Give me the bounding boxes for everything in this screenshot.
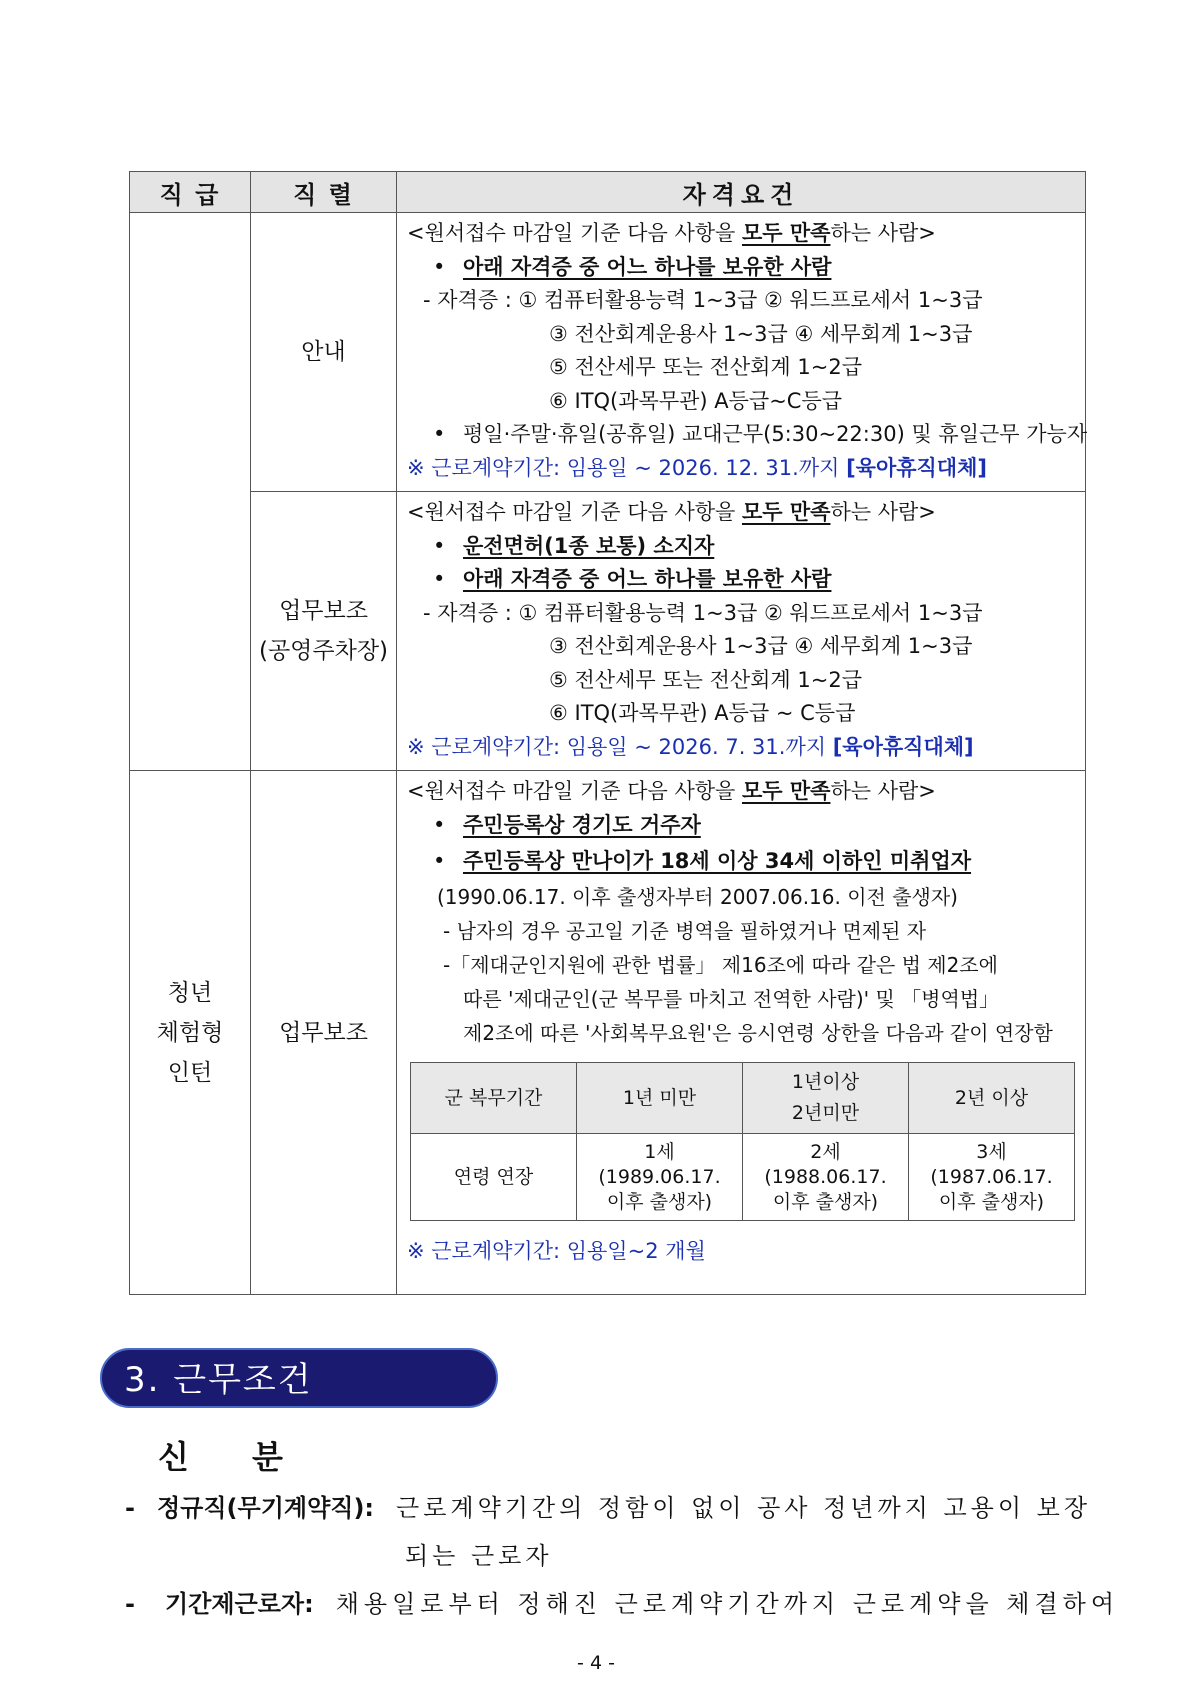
certificate-line: ⑥ ITQ(과목무관) A등급~C등급 [549, 388, 843, 413]
certificate-line: ③ 전산회계운용사 1~3급 ④ 세무회계 1~3급 [549, 634, 973, 658]
requirement-item: • 주민등록상 만나이가 18세 이상 34세 이하인 미취업자 [433, 849, 972, 873]
table-row [130, 213, 1086, 492]
series-sublabel: (공영주차장) [258, 638, 389, 664]
series-cell [251, 492, 397, 771]
table-cell: 1년 미만 [577, 1063, 743, 1134]
header-rank: 직 급 [130, 172, 251, 213]
series-cell [251, 213, 397, 492]
page-number: - 4 - [577, 1652, 615, 1674]
table-row [130, 492, 1086, 771]
certificate-line: ⑤ 전산세무 또는 전산회계 1~2급 [549, 355, 862, 379]
table-cell: 1세 (1989.06.17. 이후 출생자) [577, 1134, 743, 1221]
criteria-intro: <원서접수 마감일 기준 다음 사항을 모두 만족하는 사람> [407, 221, 936, 245]
military-note: 제2조에 따른 '사회복무요원'은 응시연령 상한을 다음과 같이 연장함 [463, 1021, 1053, 1045]
term-permanent: 정규직(무기계약직): [157, 1494, 375, 1522]
header-series: 직 렬 [251, 172, 397, 213]
series-label: 업무보조 [279, 1019, 368, 1046]
term-fixed-term: 기간제근로자: [165, 1590, 314, 1618]
military-note: -「제대군인지원에 관한 법률」 제16조에 따라 같은 법 제2조에 [443, 953, 998, 977]
table-cell: 군 복무기간 [411, 1063, 577, 1134]
table-row [411, 1134, 1075, 1221]
rank-cell-blank [130, 213, 251, 771]
requirement-item: • 운전면허(1종 보통) 소지자 [433, 533, 715, 558]
contract-period-note: ※ 근로계약기간: 임용일 ~ 2026. 12. 31.까지 [육아휴직대체] [407, 455, 987, 480]
requirements-cell [397, 492, 1086, 771]
military-note: 따른 '제대군인(군 복무를 마치고 전역한 사람)' 및 「병역법」 [463, 987, 1000, 1011]
rank-label: 인턴 [167, 1059, 213, 1086]
age-extension-table [410, 1062, 1075, 1221]
criteria-intro: <원서접수 마감일 기준 다음 사항을 모두 만족하는 사람> [407, 500, 936, 524]
subsection-title: 신 분 [158, 1438, 309, 1476]
requirement-item: • 아래 자격증 중 어느 하나를 보유한 사람 [433, 254, 832, 279]
table-header-row [130, 172, 1086, 213]
requirement-item: • 주민등록상 경기도 거주자 [433, 812, 701, 837]
certificate-line: - 자격증 : ① 컴퓨터활용능력 1~3급 ② 워드프로세서 1~3급 [423, 600, 983, 625]
rank-cell [130, 771, 251, 1295]
table-cell: 2년 이상 [909, 1063, 1075, 1134]
certificate-line: - 자격증 : ① 컴퓨터활용능력 1~3급 ② 워드프로세서 1~3급 [423, 288, 983, 312]
requirement-item: • 아래 자격증 중 어느 하나를 보유한 사람 [433, 567, 832, 591]
paragraph-fixed-term: - 기간제근로자: 채용일로부터 정해진 근로계약기간까지 근로계약을 체결하여 [125, 1590, 1120, 1618]
rank-label: 체험형 [156, 1019, 224, 1046]
contract-period-note: ※ 근로계약기간: 임용일 ~ 2026. 7. 31.까지 [육아휴직대체] [407, 734, 974, 759]
certificate-line: ③ 전산회계운용사 1~3급 ④ 세무회계 1~3급 [549, 321, 973, 346]
contract-period-note: ※ 근로계약기간: 임용일~2 개월 [407, 1239, 706, 1263]
table-cell: 1년이상 2년미만 [743, 1063, 909, 1134]
military-note: - 남자의 경우 공고일 기준 병역을 필하였거나 면제된 자 [443, 919, 927, 943]
table-cell: 연령 연장 [411, 1134, 577, 1221]
criteria-intro: <원서접수 마감일 기준 다음 사항을 모두 만족하는 사람> [407, 779, 936, 803]
table-cell: 2세 (1988.06.17. 이후 출생자) [743, 1134, 909, 1221]
requirements-table [129, 171, 1086, 1295]
series-label: 업무보조 [279, 598, 368, 624]
series-label: 안내 [301, 339, 346, 365]
paragraph-permanent: - 정규직(무기계약직): 근로계약기간의 정함이 없이 공사 정년까지 고용이 보장 되는 근로자 [125, 1494, 1092, 1570]
series-cell [251, 771, 397, 1295]
certificate-line: ⑤ 전산세무 또는 전산회계 1~2급 [549, 667, 862, 692]
requirement-item: • 평일·주말·휴일(공휴일) 교대근무(5:30~22:30) 및 휴일근무 가능자 [433, 422, 1088, 446]
requirements-cell [397, 771, 1086, 1295]
certificate-line: ⑥ ITQ(과목무관) A등급 ~ C등급 [549, 701, 856, 725]
section-title-badge: 3. 근무조건 [100, 1348, 498, 1408]
birth-range-note: (1990.06.17. 이후 출생자부터 2007.06.16. 이전 출생자) [437, 885, 958, 909]
header-requirements: 자격요건 [397, 172, 1086, 213]
table-cell: 3세 (1987.06.17. 이후 출생자) [909, 1134, 1075, 1221]
rank-label: 청년 [167, 979, 213, 1006]
table-row [411, 1063, 1075, 1134]
table-row [130, 771, 1086, 1295]
requirements-cell [397, 213, 1086, 492]
